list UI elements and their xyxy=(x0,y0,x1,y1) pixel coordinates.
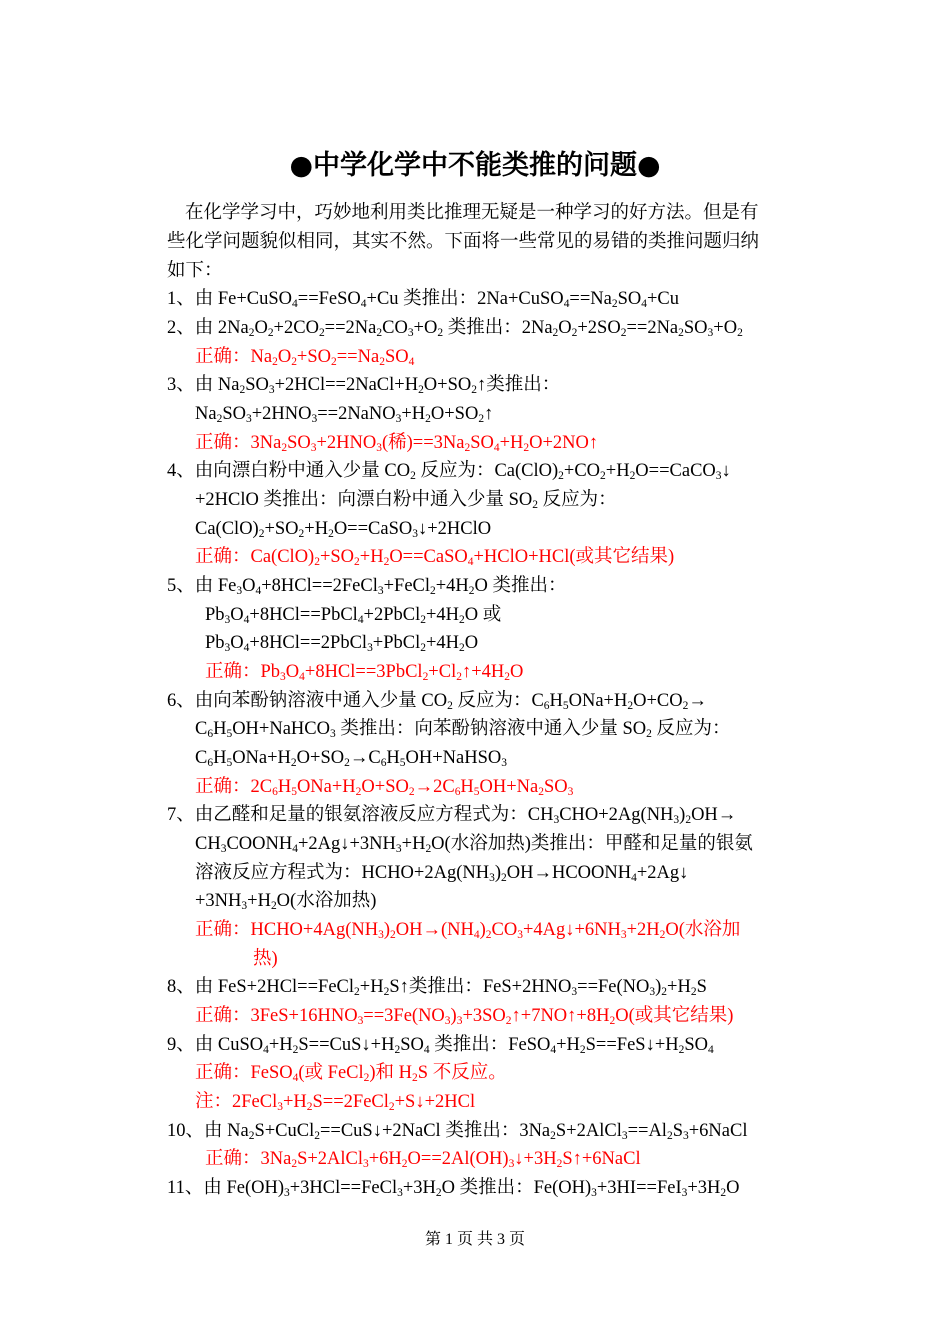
correction-line: 正确：$3Na_2SO_3+2HNO_3$(稀)$==3Na_2SO_4+H_2O+2NO↑$ xyxy=(195,433,599,454)
item-line: $Na_2SO_3+2HNO_3==2NaNO_3+H_2O+SO_2↑$ xyxy=(195,404,494,425)
item-line: $+3NH_3+H_2O$(水浴加热) xyxy=(195,891,377,912)
correction-line: 正确：$Na_2O_2+SO_2==Na_2SO_4$ xyxy=(195,347,415,368)
item-line: 5、由 $Fe_3O_4+8HCl==2FeCl_3+FeCl_2+4H_2O$ 类推出： xyxy=(167,576,567,597)
item-line: 2、由 $2Na_2O_2+2CO_2==2Na_2CO_3+O_2$ 类推出：$2Na_2O_2+2SO_2==2Na_2SO_3+O_2$ xyxy=(167,318,743,339)
item-line: 1、由 Fe+CuSO$_4$==FeSO$_4$+Cu 类推出：$2Na+CuSO_4==Na_2SO_4+Cu$ xyxy=(167,289,680,310)
item-line: $Pb_3O_4+8HCl==PbCl_4+2PbCl_2+4H_2O$ 或 xyxy=(205,605,502,626)
item-line: 10、由 $Na_2S+CuCl_2==CuS↓+2NaCl$ 类推出：$3Na_2S+2AlCl_3==Al_2S_3+6NaCl$ xyxy=(167,1121,748,1142)
note-line: 注：$2FeCl_3+H_2S==2FeCl_2+S↓+2HCl$ xyxy=(195,1092,476,1113)
item-line: $Ca(ClO)_2+SO_2+H_2O==CaSO_3↓+2HClO$ xyxy=(195,519,492,540)
correction-line: 热) xyxy=(253,949,278,969)
intro-line: 在化学学习中，巧妙地利用类比推理无疑是一种学习的好方法。但是有 xyxy=(185,203,759,223)
correction-line: 正确：$2C_6H_5ONa+H_2O+SO_2\to 2C_6H_5OH+Na_2SO_3$ xyxy=(195,777,574,798)
item-line: 9、由 $CuSO_4+H_2S==CuS↓+H_2SO_4$ 类推出：$FeSO_4+H_2S==FeS↓+H_2SO_4$ xyxy=(167,1035,714,1056)
item-line: $Pb_3O_4+8HCl==2PbCl_3+PbCl_2+4H_2O$ xyxy=(205,633,479,654)
correction-line: 正确：FeSO$_4$(或 FeCl$_2$)和 $H_2S$ 不反应。 xyxy=(195,1063,507,1084)
item-line: $CH_3COONH_4+2Ag↓+3NH_3+H_2O$(水浴加热)类推出：甲醛和足量的银氨 xyxy=(195,834,753,855)
page-title: ●中学化学中不能类推的问题● xyxy=(289,150,661,181)
item-line: +2HClO 类推出：向漂白粉中通入少量 $SO_2$ 反应为： xyxy=(195,490,617,511)
correction-line: 正确：$Pb_3O_4+8HCl==3PbCl_2+Cl_2↑+4H_2O$ xyxy=(205,662,524,683)
item-line: $C_6H_5OH+NaHCO_3$ 类推出：向苯酚钠溶液中通入少量 $SO_2$ 反应为： xyxy=(195,719,731,740)
item-line: $C_6H_5ONa+H_2O+SO_2\to C_6H_5OH+NaHSO_3$ xyxy=(195,748,507,769)
intro-line: 些化学问题貌似相同，其实不然。下面将一些常见的易错的类推问题归纳 xyxy=(167,232,760,252)
item-line: 6、由向苯酚钠溶液中通入少量 $CO_2$ 反应为：$C_6H_5ONa+H_2O+CO_2\to$ xyxy=(167,691,707,712)
item-line: 3、由 $Na_2SO_3+2HCl==2NaCl+H_2O+SO_2↑$类推出： xyxy=(167,375,561,396)
correction-line: 正确：$Ca(ClO)_2+SO_2+H_2O==CaSO_4+HClO+HCl$(或其它结果) xyxy=(195,547,675,568)
item-line: 7、由乙醛和足量的银氨溶液反应方程式为：$CH_3CHO+2Ag(NH_3)_2OH\to$ xyxy=(167,805,737,826)
intro-line: 如下： xyxy=(167,261,223,281)
item-line: 11、由 $Fe(OH)_3+3HCl==FeCl_3+3H_2O$ 类推出：$Fe(OH)_3+3HI==FeI_3+3H_2O$ xyxy=(167,1178,740,1199)
correction-line: 正确：$3FeS+16HNO_3==3Fe(NO_3)_3+3SO_2↑+7NO↑+8H_2O$(或其它结果) xyxy=(195,1006,734,1027)
item-line: 溶液反应方程式为：$HCHO+2Ag(NH_3)_2OH\to HCOONH_4+2Ag↓$ xyxy=(195,863,689,884)
correction-line: 正确：$HCHO+4Ag(NH_3)_2OH\to(NH_4)_2CO_3+4Ag↓+6NH_3+2H_2O$(水浴加 xyxy=(195,920,741,941)
item-line: 8、由 $FeS+2HCl==FeCl_2+H_2S↑$类推出：$FeS+2HNO_3==Fe(NO_3)_2+H_2S$ xyxy=(167,977,707,998)
item-line: 4、由向漂白粉中通入少量 $CO_2$ 反应为：$Ca(ClO)_2+CO_2+H_2O==CaCO_3↓$ xyxy=(167,461,731,482)
correction-line: 正确：$3Na_2S+2AlCl_3+6H_2O==2Al(OH)_3↓+3H_2S↑+6NaCl$ xyxy=(205,1149,641,1170)
page-footer: 第 1 页 共 3 页 xyxy=(424,1231,525,1248)
